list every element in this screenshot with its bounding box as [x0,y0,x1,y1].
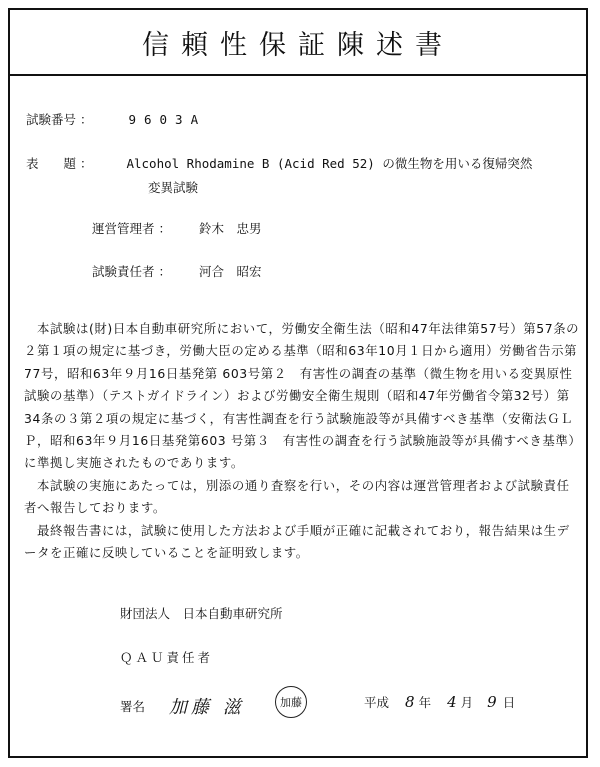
signature-row [120,693,245,719]
director-label: 試験責任者 ： [92,264,171,279]
date-year-unit: 年 [418,695,432,710]
date-era: 平成 [364,695,390,710]
subject-label: 表 題 ： [26,156,93,171]
test-number-row [26,110,206,128]
subject-line-2: 変異試験 [148,180,199,195]
date-month: 4 [447,693,457,711]
manager-row [92,219,261,237]
statement-paragraph-3: 最終報告書には，試験に使用した方法および手順が正確に記載されており，報告結果は生データを正確に反映していることを証明致します。 [24,522,570,561]
statement-body [24,318,580,564]
organization-name: 財団法人 日本自動車研究所 [120,606,283,621]
signature-label: 署名 [120,699,146,714]
date-day: 9 [487,693,497,711]
seal-text: 加藤 [280,696,302,709]
manager-value: 鈴木 忠男 [198,221,262,236]
date-day-unit: 日 [502,695,516,710]
director-row [92,262,261,280]
subject-row [26,154,532,172]
subject-line-1: Alcohol Rhodamine B (Acid Red 52) の微生物を用いる復帰突然 [126,156,533,171]
qau-title: ＱＡＵ責任者 [120,650,214,665]
date-month-unit: 月 [460,695,474,710]
director-value: 河合 昭宏 [198,264,262,279]
date-year: 8 [405,693,415,711]
test-number-label: 試験番号 ： [26,112,93,127]
page-title: 信頼性保証陳述書 [142,29,454,61]
manager-label: 運営管理者 ： [92,221,171,236]
test-number-value: 9603A [128,112,207,127]
handwritten-signature: 加藤 滋 [169,697,245,718]
personal-seal [275,686,307,718]
statement-paragraph-2: 本試験の実施にあたっては，別添の通り査察を行い，その内容は運営管理者および試験責任者へ報告しております。 [24,477,570,516]
statement-paragraph-1: 本試験は(財)日本自動車研究所において，労働安全衛生法（昭和47年法律第57号）第57条の２第１項の規定に基づき，労働大臣の定める基準（昭和63年10月１日から適用）労働省告示第77号，昭和63年９月16日基発第 603号第２ 有害性の調査の基準（微生物を用いる変異原性試験の基準）（テストガイドライン）および労働安全衛生規則（昭和47年労働省令第32号）第34条の３第２項の規定に基づく，有害性調査を行う試験施設等が具備すべき基準（安衛法ＧＬＰ，昭和63年９月16日基発第603 号第３ 有害性の調査を行う試験施設等が具備すべき基準）に準拠し実施されたものであります。 [24,321,580,471]
date-row [364,693,515,711]
title-box [10,10,586,76]
